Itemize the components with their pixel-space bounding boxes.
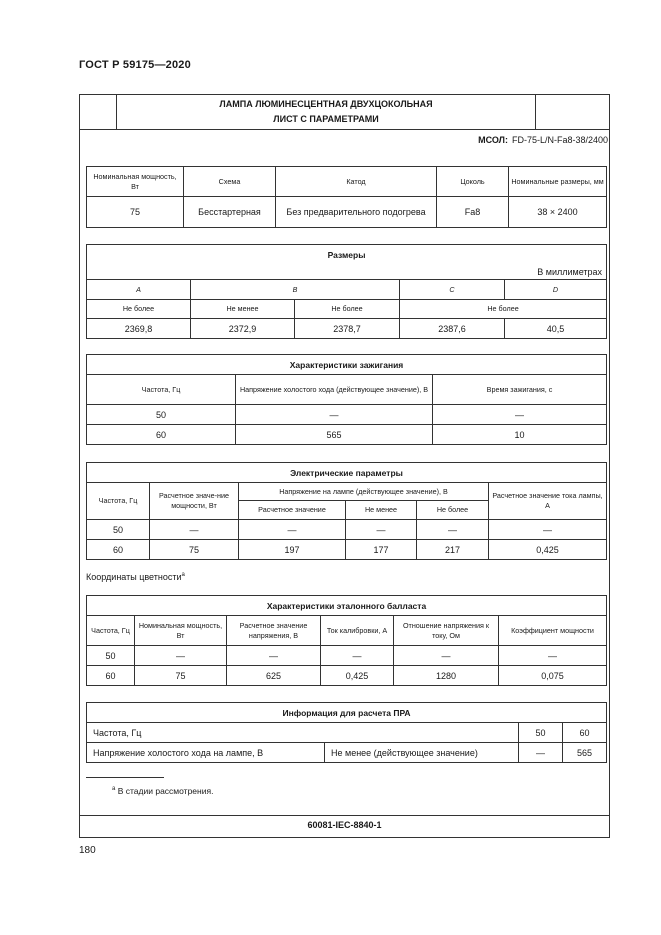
ballast-header: Частота, Гц	[87, 616, 135, 646]
footnote-mark: а	[112, 786, 116, 793]
ignition-title: Характеристики зажигания	[87, 355, 607, 375]
general-cell: Fa8	[437, 197, 509, 228]
electrical-cell: —	[150, 520, 239, 540]
ignition-cell: 565	[236, 425, 433, 445]
dimensions-title: Размеры	[87, 245, 607, 265]
footnote-mark: а	[181, 572, 185, 578]
ballast-title: Характеристики эталонного балласта	[87, 596, 607, 616]
title-left-cell	[79, 94, 117, 130]
ignition-cell: 60	[87, 425, 236, 445]
pra-title: Информация для расчета ПРА	[87, 703, 607, 723]
ignition-cell: 10	[433, 425, 607, 445]
electrical-cell: —	[417, 520, 489, 540]
ballast-cell: 1280	[394, 666, 499, 686]
ignition-cell: 50	[87, 405, 236, 425]
pra-volt-value: —	[519, 743, 563, 763]
footnote-text: В стадии рассмотрения.	[117, 786, 214, 796]
sheet-title	[117, 97, 535, 127]
electrical-subheader: Не менее	[346, 501, 417, 520]
ignition-header: Время зажигания, с	[433, 375, 607, 405]
electrical-subheader: Расчетное значение	[239, 501, 346, 520]
electrical-cell: 60	[87, 540, 150, 560]
electrical-title: Электрические параметры	[87, 463, 607, 483]
ballast-cell: 75	[135, 666, 227, 686]
standard-header: ГОСТ Р 59175—2020	[79, 59, 191, 71]
dim-value: 2372,9	[191, 319, 295, 339]
dimensions-unit: В миллиметрах	[87, 265, 607, 280]
dim-limit: Не более	[87, 300, 191, 319]
ignition-cell: —	[433, 405, 607, 425]
dim-value: 2378,7	[295, 319, 400, 339]
ballast-header: Расчетное значение напряжения, В	[227, 616, 321, 646]
general-header: Цоколь	[437, 167, 509, 197]
electrical-header: Расчетное значение тока лампы, А	[489, 483, 607, 520]
dim-value: 2369,8	[87, 319, 191, 339]
ballast-cell: 60	[87, 666, 135, 686]
electrical-cell: 50	[87, 520, 150, 540]
general-header: Номинальная мощность, Вт	[87, 167, 184, 197]
electrical-cell: —	[346, 520, 417, 540]
ballast-header: Номинальная мощность, Вт	[135, 616, 227, 646]
general-cell: Бесстартерная	[184, 197, 276, 228]
pra-table	[86, 702, 607, 763]
general-cell: 38 × 2400	[509, 197, 607, 228]
ballast-header: Ток калибровки, А	[321, 616, 394, 646]
title-line-1: ЛАМПА ЛЮМИНЕСЦЕНТНАЯ ДВУХЦОКОЛЬНАЯ	[219, 99, 433, 109]
ballast-header: Коэффициент мощности	[499, 616, 607, 646]
ballast-cell: 625	[227, 666, 321, 686]
dim-letter: B	[191, 280, 400, 300]
ballast-cell: —	[394, 646, 499, 666]
electrical-header: Напряжение на лампе (действующее значение), В	[239, 483, 489, 501]
general-table	[86, 166, 607, 228]
electrical-cell: 177	[346, 540, 417, 560]
code-separator	[79, 815, 610, 816]
ballast-header: Отношение напряжения к току, Ом	[394, 616, 499, 646]
ballast-cell: 0,075	[499, 666, 607, 686]
electrical-table	[86, 462, 607, 560]
ignition-header: Частота, Гц	[87, 375, 236, 405]
electrical-cell: —	[489, 520, 607, 540]
pra-volt-condition: Не менее (действующее значение)	[325, 743, 519, 763]
general-header: Катод	[276, 167, 437, 197]
ballast-cell: —	[227, 646, 321, 666]
pra-volt-value: 565	[563, 743, 607, 763]
ballast-cell: —	[135, 646, 227, 666]
ballast-table	[86, 595, 607, 686]
dim-letter: A	[87, 280, 191, 300]
footnote	[112, 786, 213, 796]
chromaticity-label: Координаты цветности$^а$	[86, 572, 185, 582]
dim-limit: Не более	[295, 300, 400, 319]
electrical-cell: 197	[239, 540, 346, 560]
general-header: Номинальные размеры, мм	[509, 167, 607, 197]
ballast-cell: 50	[87, 646, 135, 666]
ballast-cell: —	[499, 646, 607, 666]
general-cell: Без предварительного подогрева	[276, 197, 437, 228]
page-number: 180	[79, 845, 96, 856]
pra-freq-value: 60	[563, 723, 607, 743]
mcol-label: МСОЛ:	[478, 135, 508, 145]
footnote-separator	[86, 777, 164, 778]
electrical-header: Расчетное значе-ние мощности, Вт	[150, 483, 239, 520]
electrical-cell: —	[239, 520, 346, 540]
electrical-cell: 75	[150, 540, 239, 560]
dim-letter: D	[505, 280, 607, 300]
dimensions-table	[86, 244, 607, 339]
ballast-cell: —	[321, 646, 394, 666]
electrical-cell: 0,425	[489, 540, 607, 560]
dim-letter: C	[400, 280, 505, 300]
ignition-table	[86, 354, 607, 445]
general-header: Схема	[184, 167, 276, 197]
ignition-cell: —	[236, 405, 433, 425]
dim-value: 40,5	[505, 319, 607, 339]
mcol-designation	[478, 135, 608, 145]
pra-freq-label: Частота, Гц	[87, 723, 519, 743]
dim-limit: Не более	[400, 300, 607, 319]
pra-freq-value: 50	[519, 723, 563, 743]
mcol-value: FD-75-L/N-Fa8-38/2400	[511, 135, 608, 145]
ignition-header: Напряжение холостого хода (действующее значение), В	[236, 375, 433, 405]
ballast-cell: 0,425	[321, 666, 394, 686]
electrical-subheader: Не более	[417, 501, 489, 520]
general-cell: 75	[87, 197, 184, 228]
title-right-cell	[535, 94, 610, 130]
dim-limit: Не менее	[191, 300, 295, 319]
electrical-header: Частота, Гц	[87, 483, 150, 520]
pra-volt-label: Напряжение холостого хода на лампе, В	[87, 743, 325, 763]
sheet-code: 60081-IEC-8840-1	[307, 820, 382, 830]
dim-value: 2387,6	[400, 319, 505, 339]
electrical-cell: 217	[417, 540, 489, 560]
title-line-2: ЛИСТ С ПАРАМЕТРАМИ	[273, 114, 379, 124]
